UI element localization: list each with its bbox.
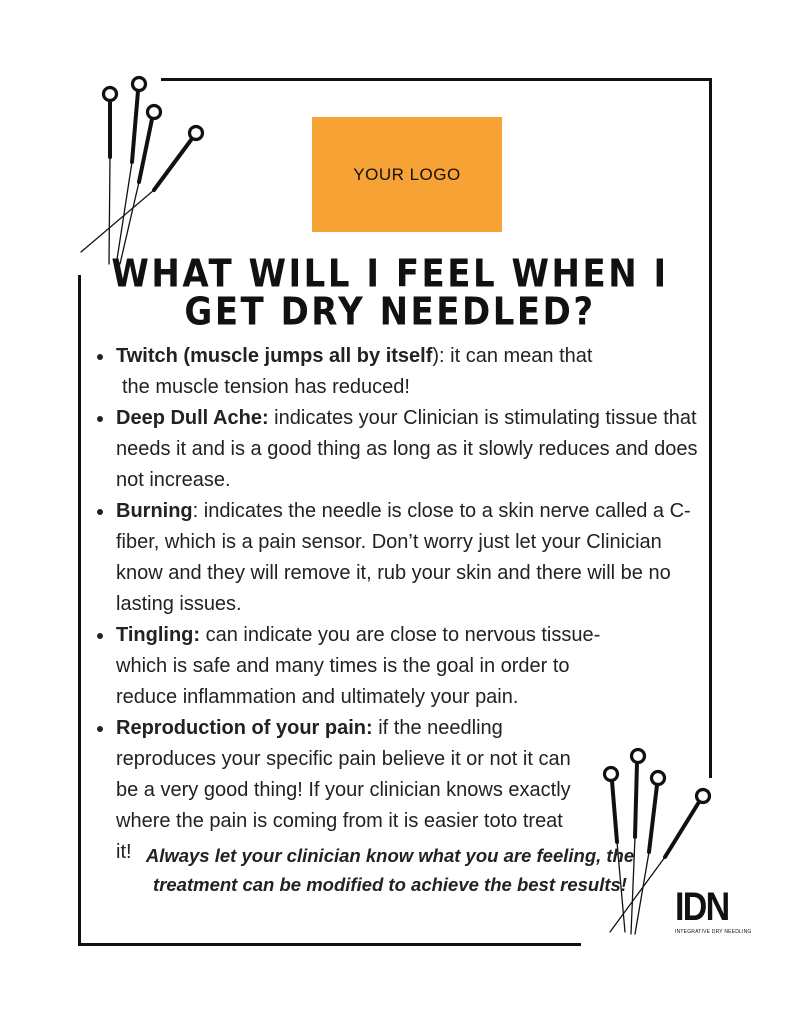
list-item-text: : indicates the needle is close to a skin nerve called a C-fiber, which is a pain sensor. Don’t worry just let your Clinician know and they will remove it, rub your skin and there will be no lasting issues. xyxy=(116,500,691,615)
brand-logo xyxy=(675,885,752,938)
closing-note: Always let your clinician know what you are feeling, the treatment can be modified to achieve the best results! xyxy=(145,845,635,895)
frame-bottom-line xyxy=(78,943,581,946)
list-item-text: indicates your Clinician is stimulating tissue that needs it and is a good thing as long as it slowly reduces and does not increase. xyxy=(116,407,698,491)
frame-top-line xyxy=(161,78,712,81)
list-item-term: Tingling: xyxy=(116,624,201,646)
logo-placeholder-text: YOUR LOGO xyxy=(353,164,461,184)
list-item xyxy=(96,403,706,496)
logo-placeholder xyxy=(312,117,502,232)
list-item-term: Burning xyxy=(116,500,193,522)
frame-left-line xyxy=(78,275,81,946)
list-item-text: ): it can mean that xyxy=(432,345,593,367)
list-item xyxy=(96,620,706,713)
list-item-text: the muscle tension has reduced! xyxy=(122,376,410,398)
bullet-list xyxy=(96,341,706,868)
list-item-term: Deep Dull Ache: xyxy=(116,407,269,429)
list-item-term: Twitch (muscle jumps all by itself xyxy=(116,345,433,367)
brand-mark: IDN xyxy=(675,885,729,929)
page-title: WHAT WILL I FEEL WHEN I GET DRY NEEDLED? xyxy=(111,251,669,335)
brand-tagline: INTEGRATIVE DRY NEEDLING xyxy=(675,929,752,935)
list-item xyxy=(96,496,706,620)
needles-icon xyxy=(76,72,216,272)
frame-right-line xyxy=(709,78,712,778)
list-item xyxy=(96,341,706,403)
list-item-text: can indicate you are close to nervous tissue-which is safe and many times is the goal in order to reduce inflammation and ultimately your pain. xyxy=(116,624,601,708)
list-item-term: Reproduction of your pain: xyxy=(116,717,373,739)
list-item-text: if the needling reproduces your specific pain believe it or not it can be a very good thing! If your clinician knows exactly where the pain is coming from it is easier toto treat it! xyxy=(116,717,571,863)
